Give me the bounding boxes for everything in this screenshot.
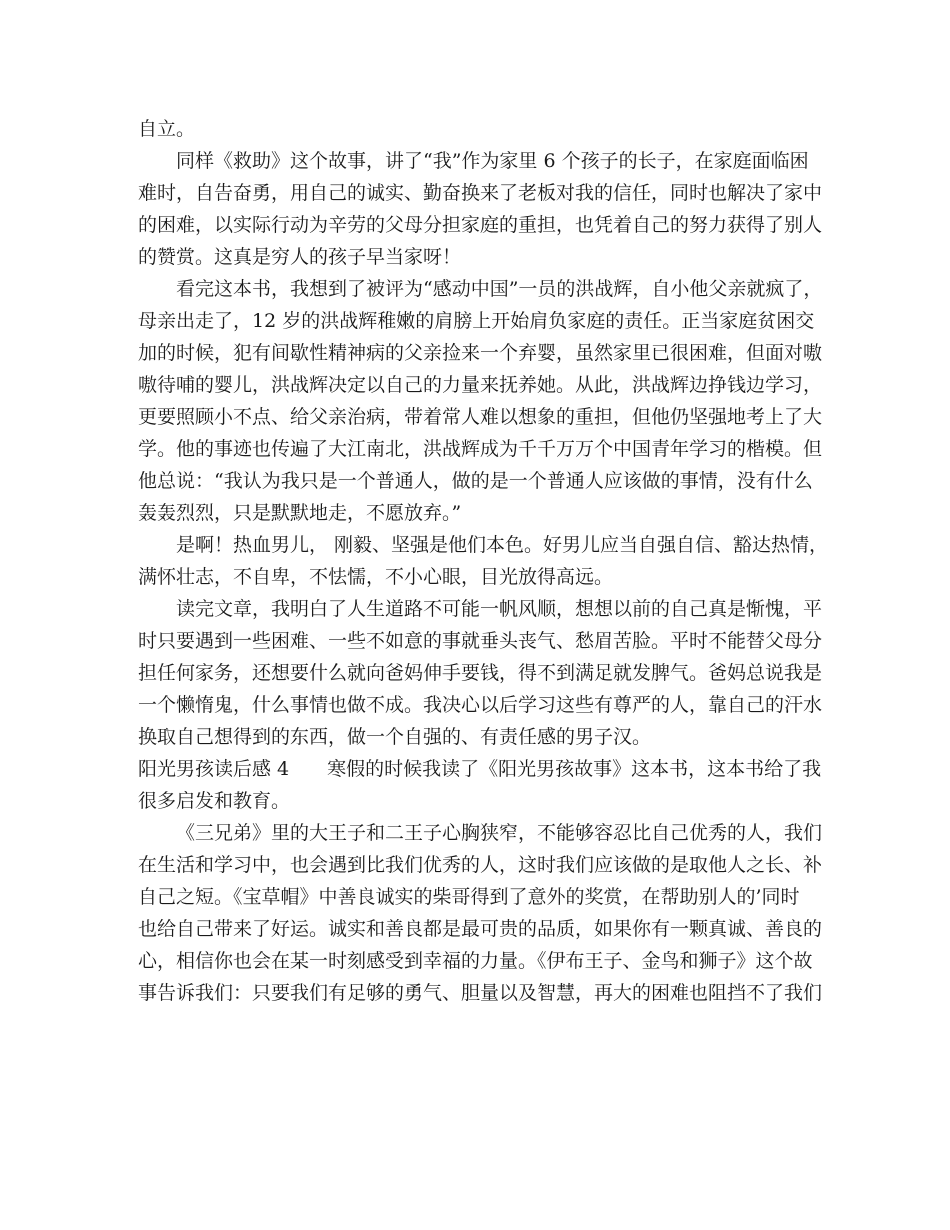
- text-line: 很多启发和教育。: [138, 790, 291, 812]
- text-line: 一个懒惰鬼，什么事情也做不成。我决心以后学习这些有尊严的人，靠自己的汗水: [138, 694, 823, 716]
- text-line: 他总说：“我认为我只是一个普通人，做的是一个普通人应该做的事情，没有什么: [138, 470, 813, 492]
- text-line: 轰轰烈烈，只是默默地走，不愿放弃。”: [138, 502, 462, 524]
- text-line: 也给自己带来了好运。诚实和善良都是最可贵的品质，如果你有一颗真诚、善良的: [138, 918, 823, 940]
- text-line: 更要照顾小不点、给父亲治病，带着常人难以想象的重担，但他仍坚强地考上了大: [138, 406, 823, 428]
- text-line: 自立。: [138, 118, 196, 140]
- text-line: 难时，自告奋勇，用自己的诚实、勤奋换来了老板对我的信任，同时也解决了家中: [138, 182, 823, 204]
- text-line: 阳光男孩读后感 4 寒假的时候我读了《阳光男孩故事》这本书，这本书给了我: [138, 758, 822, 780]
- text-line: 母亲出走了，12 岁的洪战辉稚嫩的肩膀上开始肩负家庭的责任。正当家庭贫困交: [138, 310, 815, 332]
- text-line: 学。他的事迹也传遍了大江南北，洪战辉成为千千万万个中国青年学习的楷模。但: [138, 438, 823, 460]
- text-line: 同样《救助》这个故事，讲了“我”作为家里 6 个孩子的长子，在家庭面临困: [176, 150, 809, 172]
- text-line: 是啊！热血男儿， 刚毅、坚强是他们本色。好男儿应当自强自信、豁达热情，: [176, 534, 829, 556]
- text-line: 事告诉我们：只要我们有足够的勇气、胆量以及智慧，再大的困难也阻挡不了我们: [138, 982, 823, 1004]
- text-line: 的困难，以实际行动为辛劳的父母分担家庭的重担，也凭着自己的努力获得了别人: [138, 214, 823, 236]
- text-line: 时只要遇到一些困难、一些不如意的事就垂头丧气、愁眉苦脸。平时不能替父母分: [138, 630, 823, 652]
- text-line: 加的时候，犯有间歇性精神病的父亲捡来一个弃婴，虽然家里已很困难，但面对嗷: [138, 342, 823, 364]
- text-line: 自己之短。《宝草帽》中善良诚实的柴哥得到了意外的奖赏，在帮助别人的’同时: [138, 886, 800, 908]
- text-line: 心，相信你也会在某一时刻感受到幸福的力量。《伊布王子、金鸟和狮子》这个故: [138, 950, 813, 972]
- text-line: 在生活和学习中，也会遇到比我们优秀的人，这时我们应该做的是取他人之长、补: [138, 854, 823, 876]
- text-line: 读完文章，我明白了人生道路不可能一帆风顺，想想以前的自己真是惭愧，平: [176, 598, 823, 620]
- document-body: [138, 113, 828, 1009]
- text-line: 换取自己想得到的东西，做一个自强的、有责任感的男子汉。: [138, 726, 652, 748]
- text-line: 看完这本书，我想到了被评为“感动中国”一员的洪战辉，自小他父亲就疯了，: [176, 278, 823, 300]
- text-line: 《三兄弟》里的大王子和二王子心胸狭窄，不能够容忍比自己优秀的人，我们: [176, 822, 823, 844]
- text-line: 的赞赏。这真是穷人的孩子早当家呀！: [138, 246, 462, 268]
- text-line: 担任何家务，还想要什么就向爸妈伸手要钱，得不到满足就发脾气。爸妈总说我是: [138, 662, 823, 684]
- text-line: 满怀壮志，不自卑，不怯懦，不小心眼，目光放得高远。: [138, 566, 614, 588]
- text-line: 嗷待哺的婴儿，洪战辉决定以自己的力量来抚养她。从此，洪战辉边挣钱边学习，: [138, 374, 823, 396]
